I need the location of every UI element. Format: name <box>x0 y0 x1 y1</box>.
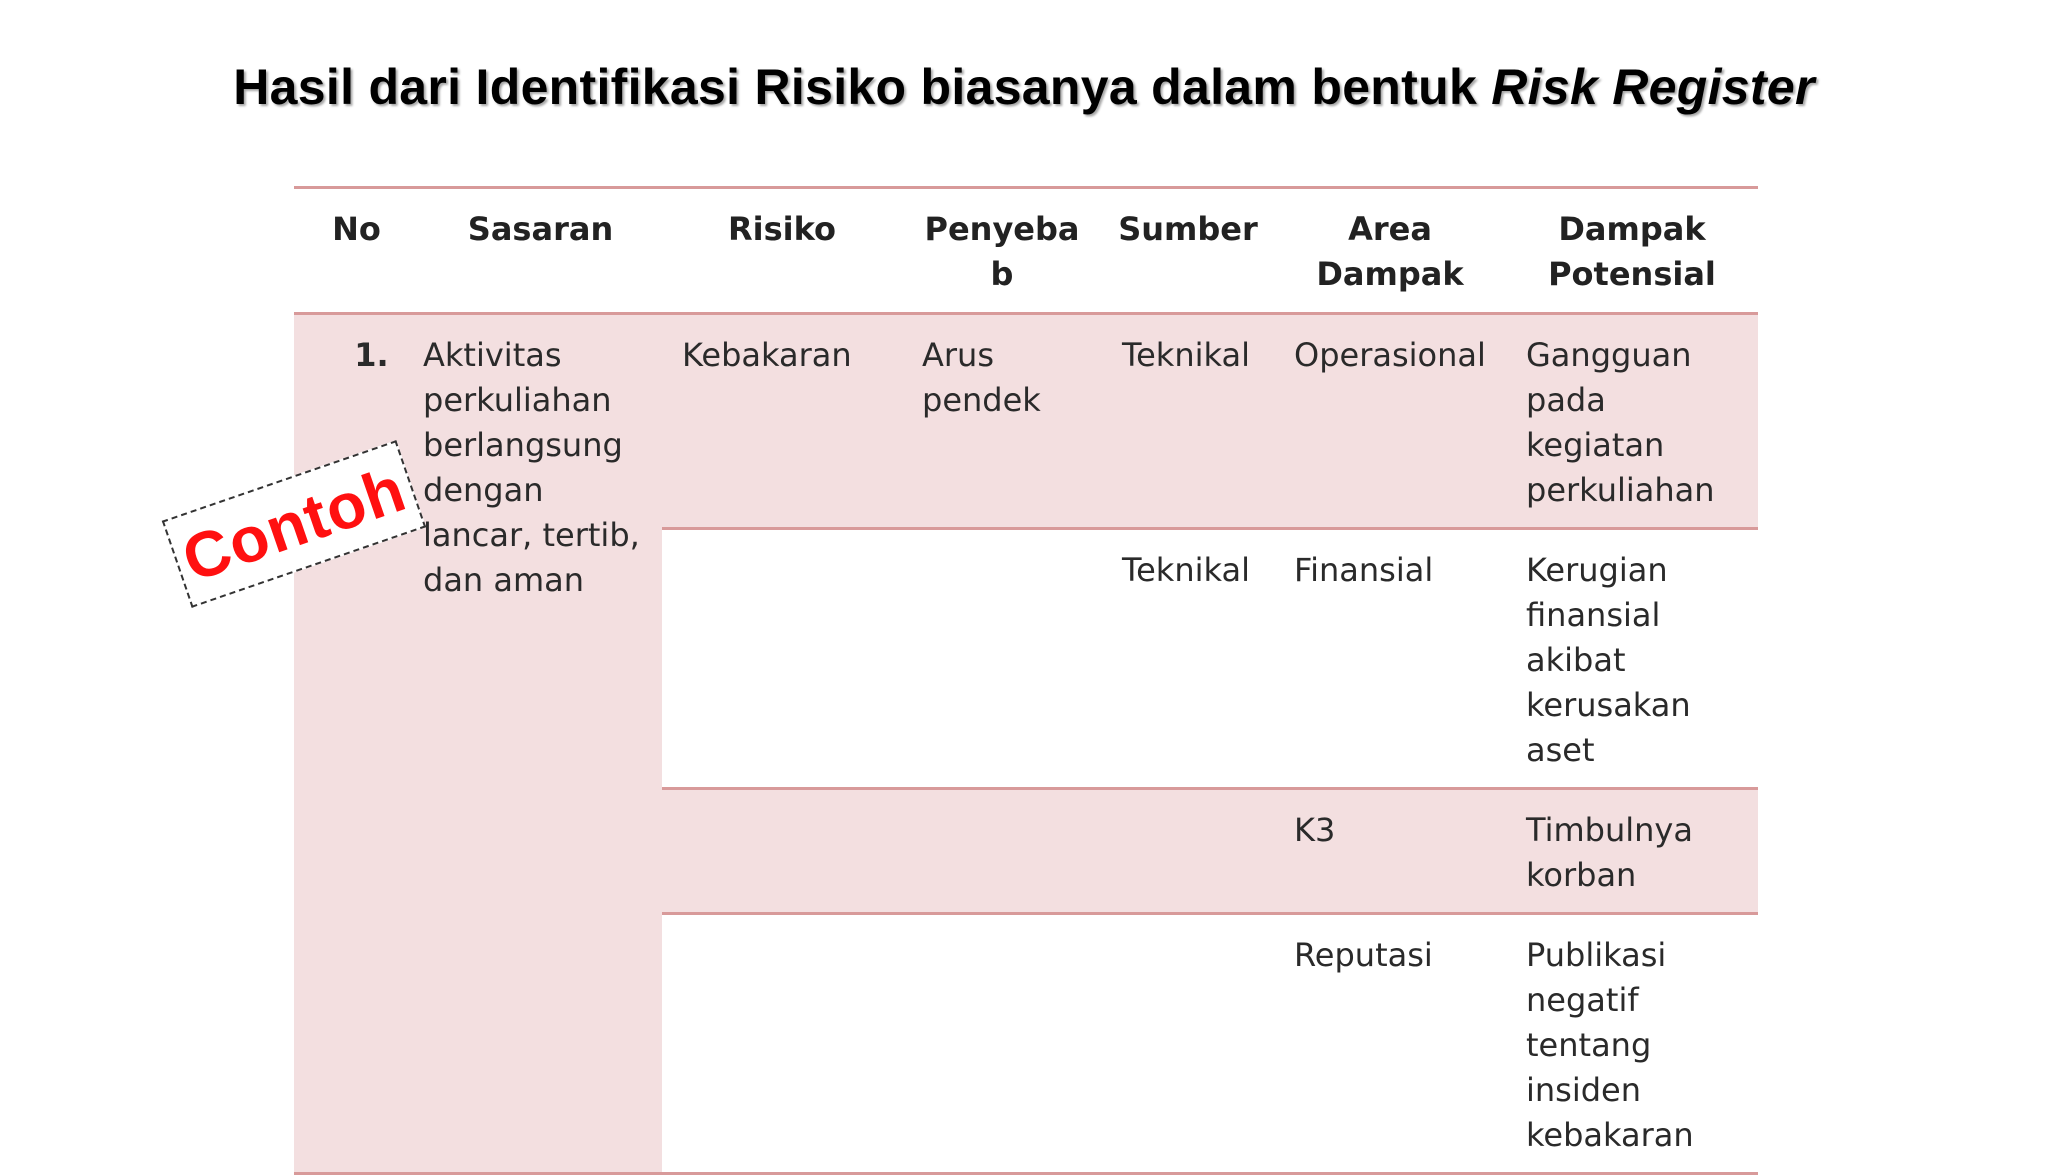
cell-risiko: Kebakaran <box>662 314 902 529</box>
table-row <box>294 314 1758 529</box>
cell-sasaran: Aktivitas perkuliahan berlangsung dengan lancar, tertib, dan aman <box>419 314 662 1174</box>
header-sasaran: Sasaran <box>467 210 614 248</box>
cell-area-dampak: Reputasi <box>1274 914 1506 1174</box>
title-italic-text: Risk Register <box>1491 59 1815 115</box>
header-area-dampak: Area Dampak <box>1316 210 1464 293</box>
table-header <box>294 188 1758 314</box>
header-penyebab: Penyeba b <box>924 210 1080 293</box>
cell-sumber: Teknikal <box>1102 529 1274 789</box>
cell-risiko <box>662 529 902 789</box>
cell-area-dampak: Finansial <box>1274 529 1506 789</box>
cell-penyebab <box>902 789 1102 914</box>
header-no: No <box>332 210 381 248</box>
header-row <box>294 188 1758 314</box>
title-text: Hasil dari Identifikasi Risiko biasanya dalam bentuk <box>233 59 1492 115</box>
page-title <box>0 58 2048 116</box>
contoh-stamp: Contoh <box>162 440 426 608</box>
cell-area-dampak: Operasional <box>1274 314 1506 529</box>
cell-risiko <box>662 914 902 1174</box>
cell-penyebab: Arus pendek <box>902 314 1102 529</box>
header-dampak-potensial: Dampak Potensial <box>1548 210 1716 293</box>
cell-no: 1. <box>294 314 419 1174</box>
cell-sumber <box>1102 789 1274 914</box>
cell-dampak-potensial: Timbulnya korban <box>1506 789 1758 914</box>
cell-dampak-potensial: Kerugian finansial akibat kerusakan aset <box>1506 529 1758 789</box>
cell-penyebab <box>902 914 1102 1174</box>
cell-dampak-potensial: Gangguan pada kegiatan perkuliahan <box>1506 314 1758 529</box>
risk-register-table <box>294 186 1758 1175</box>
header-risiko: Risiko <box>727 210 837 248</box>
cell-penyebab <box>902 529 1102 789</box>
cell-area-dampak: K3 <box>1274 789 1506 914</box>
risk-register-table-container <box>294 186 1758 1175</box>
header-sumber: Sumber <box>1118 210 1258 248</box>
cell-risiko <box>662 789 902 914</box>
cell-sumber <box>1102 914 1274 1174</box>
cell-sumber: Teknikal <box>1102 314 1274 529</box>
cell-dampak-potensial: Publikasi negatif tentang insiden kebakaran <box>1506 914 1758 1174</box>
table-body <box>294 314 1758 1174</box>
